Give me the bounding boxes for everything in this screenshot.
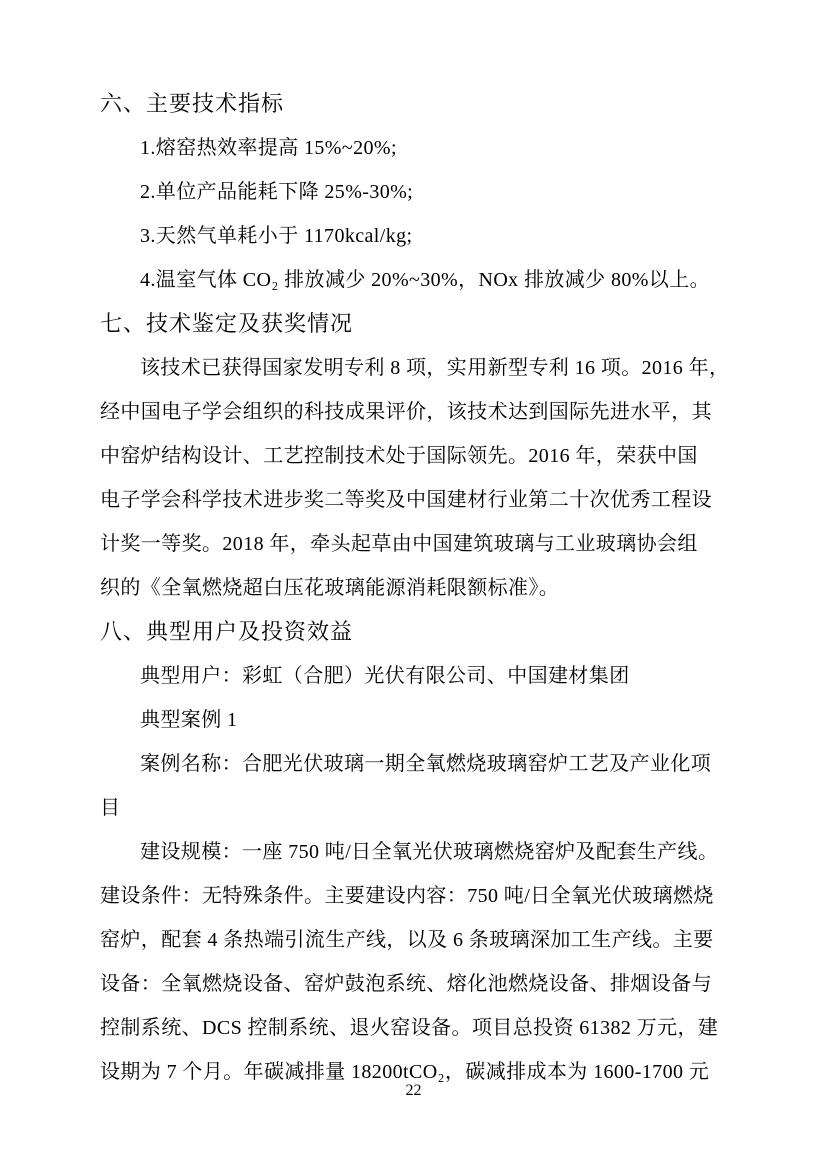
doc-line: 典型用户：彩虹（合肥）光伏有限公司、中国建材集团 (140, 665, 630, 687)
doc-line: 电子学会科学技术进步奖二等奖及中国建材行业第二十次优秀工程设 (100, 489, 712, 511)
doc-line: 3.天然气单耗小于 1170kcal/kg; (140, 225, 413, 247)
page-number: 22 (405, 1082, 422, 1099)
doc-line: 案例名称：合肥光伏玻璃一期全氧燃烧玻璃窑炉工艺及产业化项 (140, 753, 712, 775)
doc-line: 织的《全氧燃烧超白压花玻璃能源消耗限额标准》。 (100, 577, 560, 599)
doc-line: 建设条件：无特殊条件。主要建设内容：750 吨/日全氧光伏玻璃燃烧 (100, 885, 714, 907)
doc-line: 建设规模：一座 750 吨/日全氧光伏玻璃燃烧窑炉及配套生产线。 (140, 841, 719, 863)
section-heading-8: 八、典型用户及投资效益 (100, 619, 354, 644)
doc-line: 该技术已获得国家发明专利 8 项，实用新型专利 16 项。2016 年， (140, 357, 730, 379)
doc-line: 4.温室气体 CO₂ 排放减少 20%~30%，NOx 排放减少 80%以上。 (140, 269, 711, 291)
doc-line: 控制系统、DCS 控制系统、退火窑设备。项目总投资 61382 万元，建 (100, 1017, 719, 1039)
doc-line: 窑炉，配套 4 条热端引流生产线，以及 6 条玻璃深加工生产线。主要 (100, 929, 714, 951)
doc-line: 目 (100, 797, 121, 819)
doc-line: 设备：全氧燃烧设备、窑炉鼓泡系统、熔化池燃烧设备、排烟设备与 (100, 973, 712, 995)
doc-line: 设期为 7 个月。年碳减排量 18200tCO₂，碳减排成本为 1600-1700 元 (100, 1061, 710, 1083)
doc-line: 1.熔窑热效率提高 15%~20%; (140, 137, 397, 159)
doc-line: 2.单位产品能耗下降 25%-30%; (140, 181, 414, 203)
doc-line: 计奖一等奖。2018 年，牵头起草由中国建筑玻璃与工业玻璃协会组 (100, 533, 698, 555)
section-heading-6: 六、主要技术指标 (100, 91, 285, 116)
document-body (100, 82, 732, 1094)
doc-line: 中窑炉结构设计、工艺控制技术处于国际领先。2016 年，荣获中国 (100, 445, 698, 467)
doc-line: 典型案例 1 (140, 709, 238, 731)
section-heading-7: 七、技术鉴定及获奖情况 (100, 311, 354, 336)
doc-line: 经中国电子学会组织的科技成果评价，该技术达到国际先进水平，其 (100, 401, 712, 423)
